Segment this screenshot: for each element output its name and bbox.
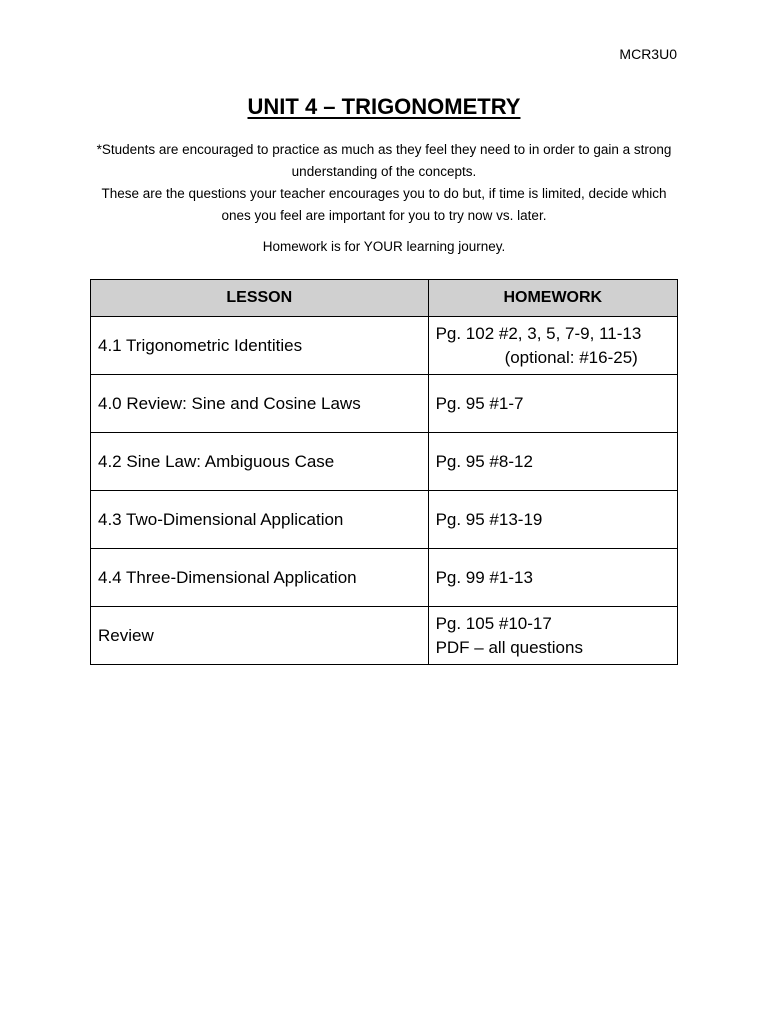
homework-note: Homework is for YOUR learning journey. (262, 239, 506, 254)
homework-cell (428, 491, 677, 549)
lesson-cell: 4.1 Trigonometric Identities (91, 317, 429, 375)
column-header-homework: HOMEWORK (428, 280, 677, 317)
lesson-cell: 4.0 Review: Sine and Cosine Laws (91, 375, 429, 433)
lesson-cell: 4.4 Three-Dimensional Application (91, 549, 429, 607)
intro-line-2: These are the questions your teacher encourages you to do but, if time is limited, decide which ones you feel are important for you to try now vs. later. (101, 186, 667, 223)
homework-cell (428, 549, 677, 607)
homework-line: Pg. 95 #13-19 (435, 509, 543, 529)
intro-line-1: *Students are encouraged to practice as much as they feel they need to in order to gain a strong understanding of the concepts. (96, 142, 672, 179)
homework-optional-line: (optional: #16-25) (504, 347, 638, 367)
lesson-cell: 4.2 Sine Law: Ambiguous Case (91, 433, 429, 491)
homework-line: Pg. 95 #1-7 (435, 393, 524, 413)
table-row (91, 607, 678, 665)
homework-line: Pg. 95 #8-12 (435, 451, 533, 471)
table-row (91, 549, 678, 607)
homework-cell (428, 607, 677, 665)
page-title: UNIT 4 – TRIGONOMETRY (247, 94, 521, 119)
homework-cell (428, 375, 677, 433)
intro-text (90, 139, 678, 227)
table-row (91, 491, 678, 549)
lesson-cell: Review (91, 607, 429, 665)
homework-line: Pg. 99 #1-13 (435, 567, 533, 587)
table-row (91, 433, 678, 491)
table-row (91, 375, 678, 433)
homework-line: Pg. 102 #2, 3, 5, 7-9, 11-13 (435, 323, 642, 343)
lesson-cell: 4.3 Two-Dimensional Application (91, 491, 429, 549)
column-header-lesson: LESSON (91, 280, 429, 317)
homework-cell (428, 317, 677, 375)
homework-table (90, 279, 678, 665)
table-row (91, 317, 678, 375)
table-header-row (91, 280, 678, 317)
homework-line: Pg. 105 #10-17 (435, 613, 552, 633)
course-code: MCR3U0 (619, 46, 677, 62)
homework-line: PDF – all questions (435, 637, 583, 657)
homework-cell (428, 433, 677, 491)
